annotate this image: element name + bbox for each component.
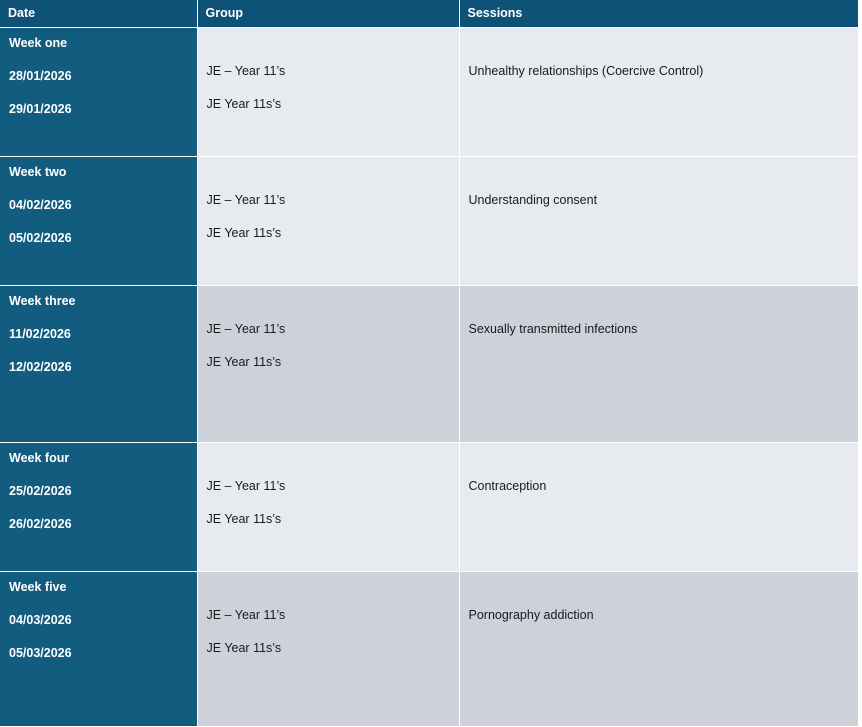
group-second: JE Year 11s’s [206,97,282,111]
date-cell [0,286,197,443]
group-second: JE Year 11s’s [206,226,282,240]
group-first: JE – Year 11’s [206,64,286,78]
table-row [0,286,858,443]
column-header-group: Group [197,0,459,28]
date-second: 29/01/2026 [9,102,72,116]
table-row [0,572,858,727]
week-label: Week four [9,451,70,465]
column-header-date: Date [0,0,197,28]
table-body [0,28,858,727]
table-header [0,0,858,28]
group-cell [197,157,459,286]
table-row [0,157,858,286]
session-cell: Contraception [459,443,858,572]
date-first: 04/02/2026 [9,198,72,212]
group-cell [197,572,459,727]
group-second: JE Year 11s’s [206,355,282,369]
group-first: JE – Year 11’s [206,193,286,207]
date-first: 28/01/2026 [9,69,72,83]
date-second: 12/02/2026 [9,360,72,374]
date-second: 05/02/2026 [9,231,72,245]
column-header-sessions: Sessions [459,0,858,28]
date-cell [0,28,197,157]
group-first: JE – Year 11’s [206,322,286,336]
group-first: JE – Year 11’s [206,479,286,493]
group-second: JE Year 11s’s [206,512,282,526]
date-cell [0,157,197,286]
session-cell: Sexually transmitted infections [459,286,858,443]
date-first: 25/02/2026 [9,484,72,498]
date-cell [0,572,197,727]
session-cell: Pornography addiction [459,572,858,727]
group-first: JE – Year 11’s [206,608,286,622]
date-first: 04/03/2026 [9,613,72,627]
table-row [0,443,858,572]
date-first: 11/02/2026 [9,327,71,341]
group-cell [197,286,459,443]
group-cell [197,443,459,572]
group-cell [197,28,459,157]
date-second: 05/03/2026 [9,646,72,660]
table-header-row [0,0,858,28]
week-label: Week five [9,580,67,594]
session-cell: Unhealthy relationships (Coercive Control) [459,28,858,157]
week-label: Week three [9,294,76,308]
table-row [0,28,858,157]
week-label: Week two [9,165,67,179]
week-label: Week one [9,36,68,50]
group-second: JE Year 11s’s [206,641,282,655]
date-second: 26/02/2026 [9,517,72,531]
date-cell [0,443,197,572]
session-cell: Understanding consent [459,157,858,286]
